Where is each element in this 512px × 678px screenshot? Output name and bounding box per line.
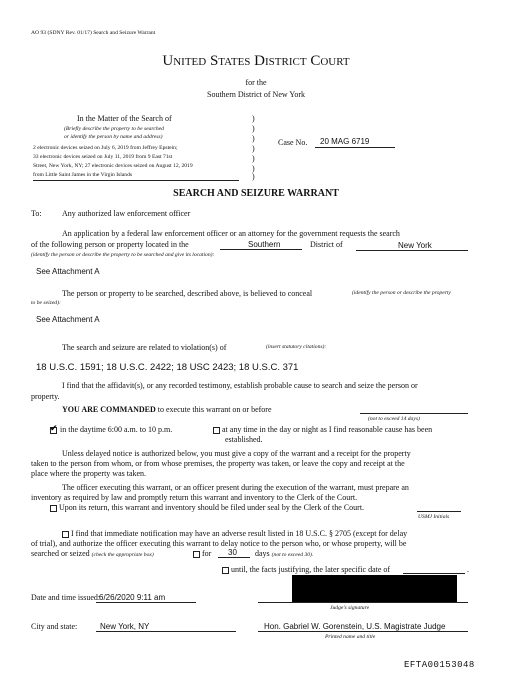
delay-option[interactable] <box>62 529 407 538</box>
delay-until-option[interactable] <box>222 565 390 574</box>
commanded-bold: YOU ARE COMMANDED <box>62 405 156 414</box>
application-attachment: See Attachment A <box>36 267 100 276</box>
judge-name: Hon. Gabriel W. Gorenstein, U.S. Magistrate Judge <box>264 622 446 631</box>
city-label: City and state: <box>31 622 78 631</box>
delay-period: . <box>467 565 469 574</box>
conceal-hint-2: to be seized): <box>31 300 61 306</box>
conceal-hint-1: (identify the person or describe the property <box>352 290 451 296</box>
delay-days-label: days <box>255 549 270 558</box>
checkbox-icon[interactable] <box>213 427 220 434</box>
caption-paren: ) <box>252 164 255 173</box>
court-district: Southern District of New York <box>207 90 305 99</box>
case-no-value[interactable]: 20 MAG 6719 <box>320 137 370 146</box>
delay-line-1: I find that immediate notification may have an adverse result listed in 18 U.S.C. § 2705 (except for delay <box>71 529 408 538</box>
daytime-option[interactable] <box>50 425 172 434</box>
caption-paren: ) <box>252 114 255 123</box>
delay-days-option[interactable] <box>193 549 211 558</box>
application-line-2a: of the following person or property located in the <box>31 240 189 249</box>
matter-desc-line-3: Street, New York, NY; 27 electronic devices seized on August 12, 2019 <box>33 163 193 169</box>
violations-citations: 18 U.S.C. 1591; 18 U.S.C. 2422; 18 USC 2423; 18 U.S.C. 371 <box>36 362 299 373</box>
anytime-label-2: established. <box>225 435 263 444</box>
matter-desc-line-1: 2 electronic devices seized on July 6, 2019 from Jeffrey Epstein; <box>33 145 178 151</box>
checkbox-icon[interactable] <box>50 505 57 512</box>
to-label: To: <box>31 209 42 218</box>
delay-days-value[interactable]: 30 <box>228 548 237 557</box>
matter-desc-line-2: 33 electronic devices seized on July 11, 2019 from 9 East 71st <box>33 154 173 160</box>
application-hint: (identify the person or describe the property to be searched and give its location): <box>31 252 215 258</box>
to-text: Any authorized law enforcement officer <box>62 209 191 218</box>
caption-paren: ) <box>252 144 255 153</box>
judge-name-caption: Printed name and title <box>325 634 376 640</box>
commanded-hint: (not to exceed 14 days) <box>368 416 420 422</box>
delay-line-3-hint: (check the appropriate box) <box>91 552 154 558</box>
violations-line: The search and seizure are related to violation(s) of <box>62 343 227 352</box>
state-value[interactable]: New York <box>398 241 432 250</box>
officer-line-1: The officer executing this warrant, or an officer present during the execution of the warrant, must prepare an <box>62 483 409 492</box>
checkbox-icon[interactable] <box>222 567 229 574</box>
caption-paren: ) <box>252 134 255 143</box>
notice-line-1: Unless delayed notice is authorized below, you must give a copy of the warrant and a receipt for the property <box>62 449 411 458</box>
anytime-label-1: at any time in the day or night as I find reasonable cause has been <box>222 425 433 434</box>
city-value[interactable]: New York, NY <box>100 622 150 631</box>
checkbox-icon[interactable] <box>62 531 69 538</box>
matter-desc-line-4: from Little Saint James in the Virgin Islands <box>33 172 133 178</box>
delay-line-2: of trial), and authorize the officer executing this warrant to delay notice to the person who, or whose property, will be <box>31 539 407 548</box>
officer-line-2: inventory as required by law and promptly return this warrant and inventory to the Clerk of the Court. <box>31 493 358 502</box>
case-no-label: Case No. <box>278 138 308 147</box>
issued-label: Date and time issued: <box>31 593 101 602</box>
anytime-option[interactable] <box>213 425 432 434</box>
delay-until-label: until, the facts justifying, the later specific date of <box>231 565 391 574</box>
notice-line-2: taken to the person from whom, or from whose premises, the property was taken, or leave the copy and receipt at the <box>31 459 405 468</box>
bates-number: EFTA00153048 <box>404 660 475 670</box>
redacted-signature <box>292 575 457 602</box>
matter-label: In the Matter of the Search of <box>77 114 172 123</box>
checked-box-icon[interactable] <box>50 427 57 434</box>
district-value[interactable]: Southern <box>248 240 281 249</box>
conceal-line-1: The person or property to be searched, described above, is believed to conceal <box>62 289 313 298</box>
delay-for-label: for <box>202 549 212 558</box>
judge-signature-caption: Judge's signature <box>330 605 370 611</box>
officer-line-3: Upon its return, this warrant and inventory should be filed under seal by the Clerk of the Court. <box>59 503 365 512</box>
issued-value[interactable]: 6/26/2020 9:11 am <box>99 593 166 602</box>
court-for-the: for the <box>245 78 267 87</box>
find-line-2: property. <box>31 392 60 401</box>
conceal-attachment: See Attachment A <box>36 315 100 324</box>
find-line-1: I find that the affidavit(s), or any recorded testimony, establish probable cause to search and seize the person or <box>62 381 418 390</box>
caption-paren: ) <box>252 124 255 133</box>
delay-days-hint: (not to exceed 30). <box>271 552 314 558</box>
court-title: United States District Court <box>162 53 350 69</box>
commanded-rest: to execute this warrant on or before <box>157 405 272 414</box>
violations-hint: (insert statutory citations): <box>266 344 327 350</box>
seal-option[interactable] <box>50 503 364 512</box>
caption-paren: ) <box>252 172 255 181</box>
notice-line-3: place where the property was taken. <box>31 469 147 478</box>
matter-hint-1: (Briefly describe the property to be searched <box>64 126 164 132</box>
daytime-label: in the daytime 6:00 a.m. to 10 p.m. <box>60 425 173 434</box>
delay-line-3a: searched or seized <box>31 549 90 558</box>
application-line-2b: District of <box>310 240 343 249</box>
checkbox-icon[interactable] <box>193 551 200 558</box>
application-line-1: An application by a federal law enforcement officer or an attorney for the government requests the search <box>62 229 400 238</box>
form-id: AO 93 (SDNY Rev. 01/17) Search and Seizure Warrant <box>31 30 156 36</box>
caption-paren: ) <box>252 154 255 163</box>
usmj-initials: USMJ Initials <box>418 514 450 520</box>
matter-hint-2: or identify the person by name and address) <box>64 134 163 140</box>
document-heading: SEARCH AND SEIZURE WARRANT <box>173 188 339 199</box>
